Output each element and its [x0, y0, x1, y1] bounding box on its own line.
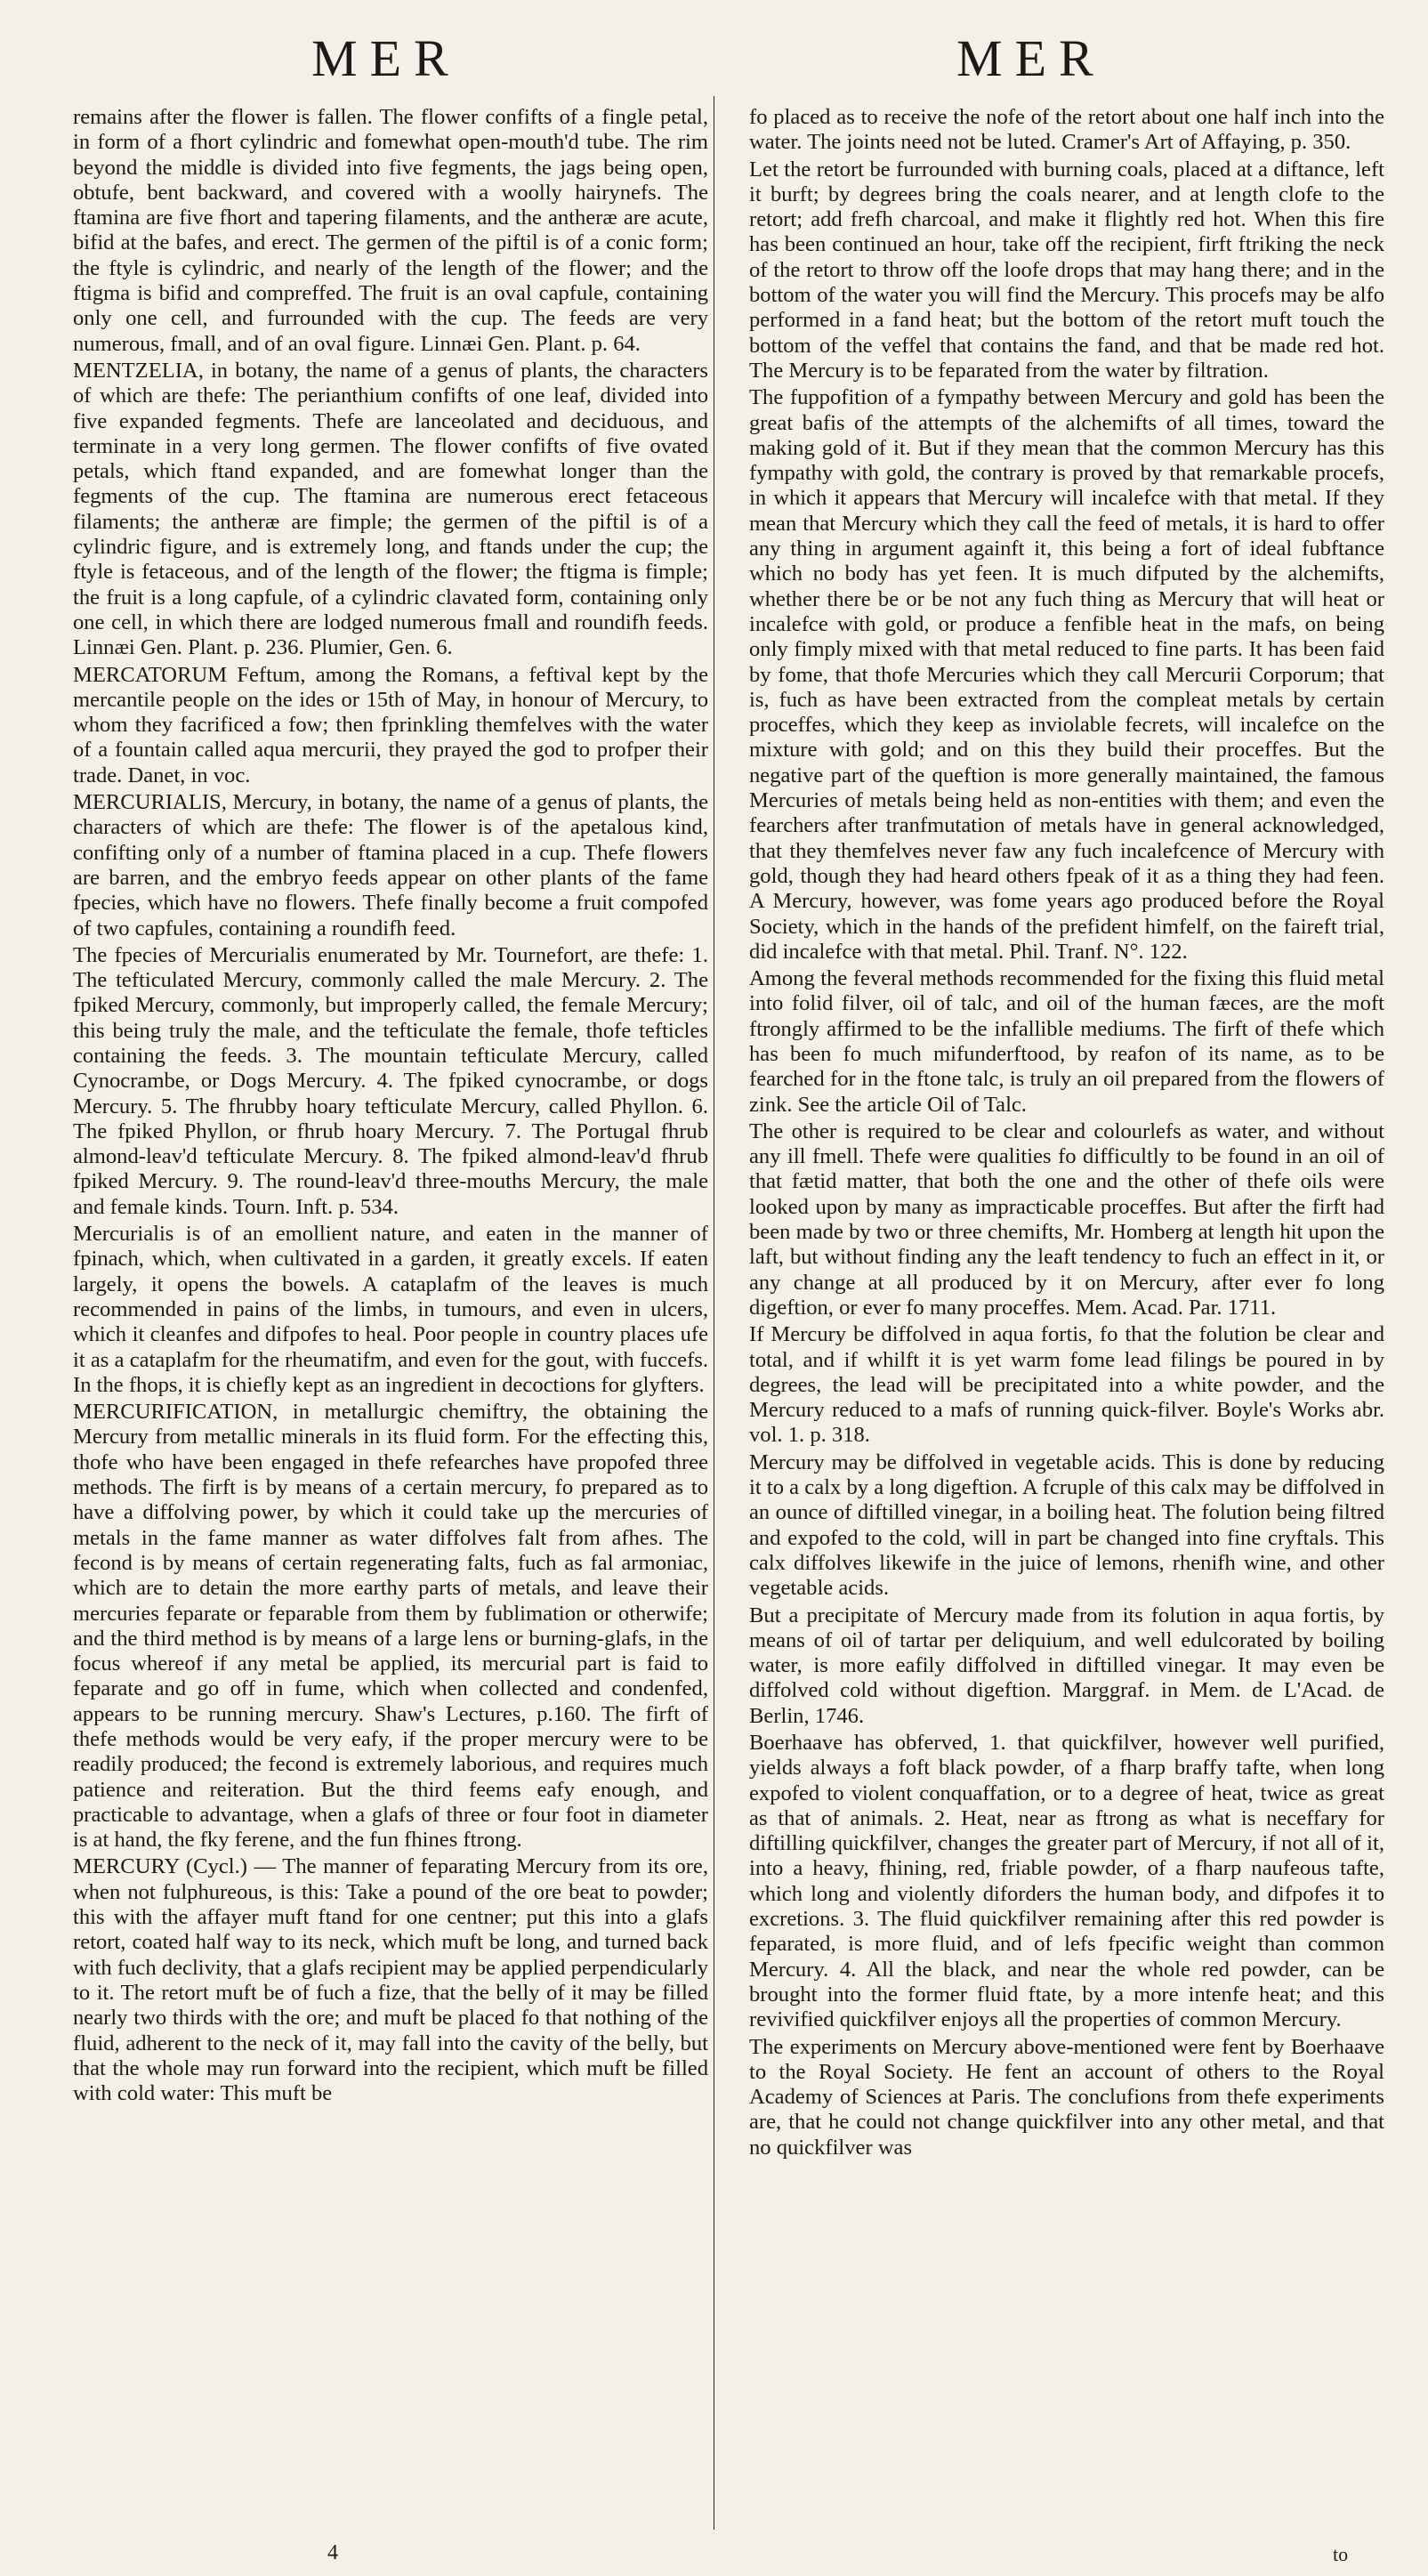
right-column	[749, 105, 1384, 2162]
entry-mentzelia: MENTZELIA, in botany, the name of a genus of plants, the characters of which are thefe: The perianthium confifts of one leaf, divided into five expanded fegments. Thefe are lanceolated and deciduous, and terminate in a very long germen. The flower confifts of five ovated petals, which ftand expanded, and are fomewhat longer than the fegments of the cup. The ftamina are numerous erect fetaceous filaments; the antheræ are fimple; the germen of the piftil is of a cylindric figure, and is extremely long, and ftands under the cup; the ftyle is fetaceous, and of the length of the flower; the ftigma is fimple; the fruit is a long capfule, of a cylindric clavated form, containing only one cell, in which there are lodged numerous fmall and roundifh feeds. Linnæi Gen. Plant. p. 236. Plumier, Gen. 6.	[73, 358, 708, 660]
paragraph: The fpecies of Mercurialis enumerated by Mr. Tournefort, are thefe: 1. The tefticulated Mercury, commonly called the male Mercury. 2. The fpiked Mercury, commonly, but improperly called, the female Mercury; this being truly the male, and the tefticulate the female, thofe tefticles containing the feeds. 3. The mountain tefticulate Mercury, called Cynocrambe, or Dogs Mercury. 4. The fpiked cynocrambe, or dogs Mercury. 5. The fhrubby hoary tefticulate Mercury, called Phyllon. 6. The fpiked Phyllon, or fhrub hoary Mercury. 7. The Portugal fhrub almond-leav'd tefticulate Mercury. 8. The fpiked almond-leav'd fhrub fpiked Mercury. 9. The round-leav'd three-mouths Mercury, the male and female kinds. Tourn. Inft. p. 534.	[73, 942, 708, 1219]
paragraph: Among the feveral methods recommended for the fixing this fluid metal into folid filver, oil of talc, and oil of the human fæces, are the moft ftrongly affirmed to be the infallible mediums. The firft of thefe which has been fo much mifunderftood, by reafon of its name, as to be fearched for in the ftone talc, is truly an oil prepared from the flowers of zink. See the article Oil of Talc.	[749, 966, 1384, 1117]
paragraph: Let the retort be furrounded with burning coals, placed at a diftance, left it burft; by degrees bring the coals nearer, and at length clofe to the retort; add frefh charcoal, and make it flightly red hot. When this fire has been continued an hour, take off the recipient, firft ftriking the neck of the retort to throw off the loofe drops that may hang there; and in the bottom of the water you will find the Mercury. This procefs may be alfo performed in a fand heat; but the bottom of the retort muft touch the bottom of the veffel that contains the fand, and that be made red hot. The Mercury is to be feparated from the water by filtration.	[749, 157, 1384, 383]
catchword: to	[1333, 2543, 1349, 2565]
paragraph: The fuppofition of a fympathy between Mercury and gold has been the great bafis of the attempts of the alchemifts of all times, toward the making gold of it. But if they mean that the common Mercury has this fympathy with gold, the contrary is proved by that remarkable procefs, in which it appears that Mercury will incalefce with that metal. If they mean that Mercury which they call the feed of metals, it is hard to offer any thing in argument againft it, this being a fort of ideal fubftance which no body has yet feen. It is much difputed by the alchemifts, whether there be or be not any fuch thing as Mercury that will heat or incalefce with gold, or produce a fenfible heat in the mafs, on being only fimply mixed with that metal reduced to fine parts. It has been faid by fome, that thofe Mercuries which they call Mercurii Corporum; that is, fuch as have been extracted from the compleat metals by certain proceffes, which they keep as inviolable fecrets, will incalefce on the mixture with gold; and on this they build their proceffes. But the negative part of the queftion is more generally maintained, the famous Mercuries of metals being held as non-entities with them; and even the fearchers after tranfmutation of metals have in general acknowledged, that they themfelves never faw any fuch incalefcence of Mercury with gold, though they had heard others fpeak of it as a thing they had feen. A Mercury, however, was fome years ago produced before the Royal Society, which in the hands of the prefident himfelf, on the faireft trial, did incalefce with that metal. Phil. Tranf. N°. 122.	[749, 385, 1384, 964]
paragraph: The other is required to be clear and colourlefs as water, and without any ill fmell. Thefe were qualities fo difficultly to be found in an oil of that fætid matter, that both the one and the other of thefe oils were looked upon by many as impracticable proceffes. But after the firft had been made by two or three chemifts, Mr. Homberg at length hit upon the laft, but without finding any the leaft tendency to fuch an effect in it, or any change at all produced by it on Mercury, after ever fo long digeftion, or ever fo many proceffes. Mem. Acad. Par. 1711.	[749, 1118, 1384, 1320]
paragraph: But a precipitate of Mercury made from its folution in aqua fortis, by means of oil of tartar per deliquium, and well edulcorated by boiling water, is more eafily diffolved in diftilled vinegar. It may even be diffolved cold without digeftion. Marggraf. in Mem. de L'Acad. de Berlin, 1746.	[749, 1603, 1384, 1728]
page-number: 4	[327, 2541, 338, 2564]
paragraph: Mercury may be diffolved in vegetable acids. This is done by reducing it to a calx by a long digeftion. A fcruple of this calx may be diffolved in an ounce of diftilled vinegar, in a boiling heat. The folution being filtred and expofed to the cold, will in part be changed into fine cryftals. This calx diffolves likewife in the juice of lemons, rhenifh wine, and other vegetable acids.	[749, 1450, 1384, 1601]
paragraph: remains after the flower is fallen. The flower confifts of a fingle petal, in form of a fhort cylindric and fomewhat open-mouth'd tube. The rim beyond the middle is divided into five fegments, the jags being open, obtufe, bent backward, and covered with a woolly hairynefs. The ftamina are five fhort and tapering filaments, and the antheræ are acute, bifid at the bafes, and erect. The germen of the piftil is of a conic form; the ftyle is cylindric, and nearly of the length of the flower; and the ftigma is bifid and compreffed. The fruit is an oval capfule, containing only one cell, and furrounded with the cup. The feeds are very numerous, fmall, and of an oval figure. Linnæi Gen. Plant. p. 64.	[73, 105, 708, 356]
paragraph: If Mercury be diffolved in aqua fortis, fo that the folution be clear and total, and if whilft it is yet warm fome lead filings be poured in by degrees, the lead will be precipitated into a white powder, and the Mercury reduced to a mafs of running quick-filver. Boyle's Works abr. vol. 1. p. 318.	[749, 1322, 1384, 1448]
paragraph: Boerhaave has obferved, 1. that quickfilver, however well purified, yields always a foft black powder, of a fharp braffy tafte, when long expofed to violent conquaffation, or to a degree of heat, twice as great as that of animals. 2. Heat, near as ftrong as what is neceffary for diftilling quickfilver, changes the greater part of Mercury, if not all of it, into a heavy, fhining, red, friable powder, of a fharp naufeous tafte, which long and violently diforders the human body, and difpofes it to excretions. 3. The fluid quickfilver remaining after this red powder is feparated, is more fluid, and of lefs fpecific weight than common Mercury. 4. All the black, and near the whole red powder, can be brought into the former fluid ftate, by a more intenfe heat; and this revivified quickfilver enjoys all the properties of common Mercury.	[749, 1731, 1384, 2032]
running-head-right: MER	[956, 29, 1106, 87]
paragraph: The experiments on Mercury above-mentioned were fent by Boerhaave to the Royal Society. He fent an account of others to the Royal Academy of Sciences at Paris. The conclufions from thefe experiments are, that he could not change quickfilver into any other metal, and that no quickfilver was	[749, 2034, 1384, 2160]
running-head-left: MER	[311, 29, 461, 87]
left-column	[73, 105, 708, 2108]
entry-mercatorum: MERCATORUM Feftum, among the Romans, a feftival kept by the mercantile people on the ides or 15th of May, in honour of Mercury, to whom they facrificed a fow; then fprinkling themfelves with the water of a fountain called aqua mercurii, they prayed the god to profper their trade. Danet, in voc.	[73, 662, 708, 787]
entry-mercury: MERCURY (Cycl.) — The manner of feparating Mercury from its ore, when not fulphureous, is this: Take a pound of the ore beat to powder; this with the affayer muft ftand for one centner; put this into a glafs retort, coated half way to its neck, which muft be long, and turned back with fuch declivity, that a glafs recipient may be applied perpendicularly to it. The retort muft be of fuch a fize, that the belly of it may be filled nearly two thirds with the ore; and muft be placed fo that nothing of the fluid, adherent to the neck of it, may fall into the cavity of the belly, but that the whole may run forward into the recipient, which muft be filled with cold water: This muft be	[73, 1854, 708, 2106]
entry-mercurialis: MERCURIALIS, Mercury, in botany, the name of a genus of plants, the characters of which are thefe: The flower is of the apetalous kind, confifting only of a number of ftamina placed in a cup. Thefe flowers are barren, and the embryo feeds appear on other plants of the fame fpecies, which have no flowers. Thefe finally become a fruit compofed of two capfules, containing a roundifh feed.	[73, 790, 708, 941]
paragraph: fo placed as to receive the nofe of the retort about one half inch into the water. The joints need not be luted. Cramer's Art of Affaying, p. 350.	[749, 105, 1384, 155]
entry-mercurification: MERCURIFICATION, in metallurgic chemiftry, the obtaining the Mercury from metallic minerals in its fluid form. For the effecting this, thofe who have been engaged in thefe refearches have propofed three methods. The firft is by means of a certain mercury, fo prepared as to have a diffolving power, by which it could take up the mercuries of metals in the fame manner as water diffolves falt from afhes. The fecond is by means of certain regenerating falts, fuch as fal armoniac, which are to detain the more earthy parts of metals, and leave their mercuries feparate or feparable from them by fublimation or otherwife; and the third method is by means of a large lens or burning-glafs, in the focus whereof if any metal be applied, its mercurial part is faid to feparate and go off in fume, which when collected and condenfed, appears to be running mercury. Shaw's Lectures, p.160. The firft of thefe methods would be very eafy, if the proper mercury were to be readily produced; the fecond is extremely laborious, and requires much patience and reiteration. But the third feems eafy enough, and practicable to advantage, when a glafs of three or four foot in diameter is at hand, the fky ferene, and the fun fhines ftrong.	[73, 1400, 708, 1853]
paragraph: Mercurialis is of an emollient nature, and eaten in the manner of fpinach, which, when cultivated in a garden, it greatly excels. If eaten largely, it opens the bowels. A cataplafm of the leaves is much recommended in pains of the limbs, in tumours, and even in ulcers, which it cleanfes and difpofes to heal. Poor people in country places ufe it as a cataplafm for the rheumatifm, and even for the gout, with fuccefs. In the fhops, it is chiefly kept as an ingredient in decoctions for glyfters.	[73, 1222, 708, 1397]
